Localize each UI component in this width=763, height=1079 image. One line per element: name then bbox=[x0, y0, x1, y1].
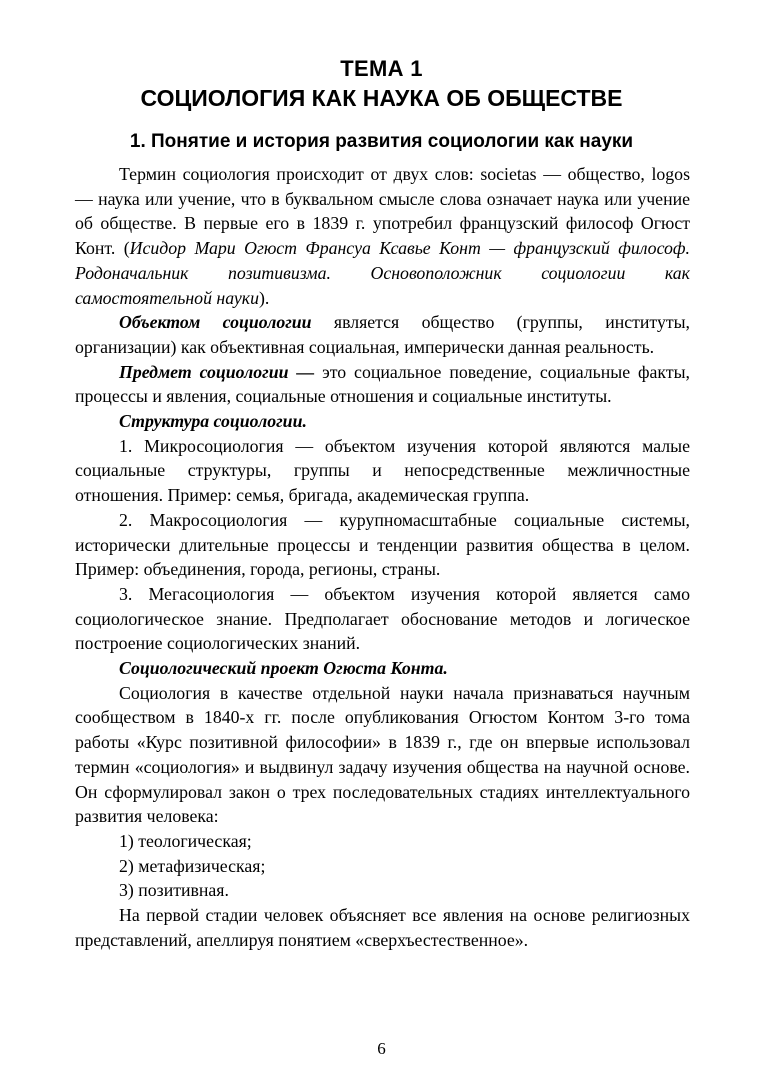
page-number: 6 bbox=[377, 1039, 386, 1058]
paragraph-subject bbox=[75, 360, 690, 409]
topic-title: СОЦИОЛОГИЯ КАК НАУКА ОБ ОБЩЕСТВЕ bbox=[140, 85, 623, 111]
term-object: Объектом социологии bbox=[119, 312, 312, 333]
structure-heading: Структура социологии. bbox=[119, 411, 307, 432]
comte-project-heading: Социологический проект Огюста Конта. bbox=[119, 658, 448, 679]
paragraph-text: это социальное поведение, социальные факты, процессы и явления, социальные отношения и социальные институты. bbox=[75, 361, 690, 407]
paragraph-text: Термин социология происходит от двух слов: societas — общество, logos — наука или учение, что в буквальном смысле слова означает наука или учение об обществе. В первые его в 1839 г. употребил французский философ Огюст Конт. ( bbox=[75, 164, 690, 259]
paragraph-first-stage: На первой стадии человек объясняет все явления на основе религиозных представлений, апеллируя понятием «сверхъестественное». bbox=[75, 905, 690, 950]
paragraph-comte: Социология в качестве отдельной науки начала признаваться научным сообществом в 1840-х гг. после опубликования Огюстом Контом 3-го тома работы «Курс позитивной философии» в 1839 г., где он впервые использовал термин «социология» и выдвинул задачу изучения общества на научной основе. Он сформулировал закон о трех последовательных стадиях интеллектуального развития человека: bbox=[75, 682, 690, 827]
comte-note: Исидор Мари Огюст Франсуа Ксавье Конт — французский философ. Родоначальник позитивизма. Основоположник социологии как самостоятельной науки bbox=[75, 238, 690, 308]
list-item: 1) теологическая; bbox=[119, 830, 252, 851]
list-item: 2) метафизическая; bbox=[119, 855, 266, 876]
section-heading: 1. Понятие и история развития социологии как науки bbox=[129, 131, 634, 152]
paragraph-term-definition bbox=[75, 162, 690, 310]
paragraph-micro: 1. Микросоциология — объектом изучения которой являются малые социальные структуры, группы и непосредственные межличностные отношения. Пример: семья, бригада, академическая группа. bbox=[75, 435, 690, 506]
paragraph-macro: 2. Макросоциология — курупномасштабные социальные системы, исторически длительные процессы и тенденции развития общества в целом. Пример: объединения, города, регионы, страны. bbox=[75, 509, 690, 580]
term-subject: Предмет социологии — bbox=[119, 361, 315, 382]
topic-number: ТЕМА 1 bbox=[340, 56, 423, 81]
paragraph-text: является общество (группы, институты, организации) как объективная социальная, имперически данная реальность. bbox=[75, 312, 691, 357]
list-item: 3) позитивная. bbox=[119, 880, 229, 901]
body-text bbox=[75, 162, 690, 953]
paragraph-object bbox=[75, 310, 690, 359]
paragraph-mega: 3. Мегасоциология — объектом изучения которой является само социологическое знание. Предполагает обоснование методов и логическое построение социологических знаний. bbox=[75, 583, 690, 654]
paragraph-text: ). bbox=[258, 287, 270, 308]
